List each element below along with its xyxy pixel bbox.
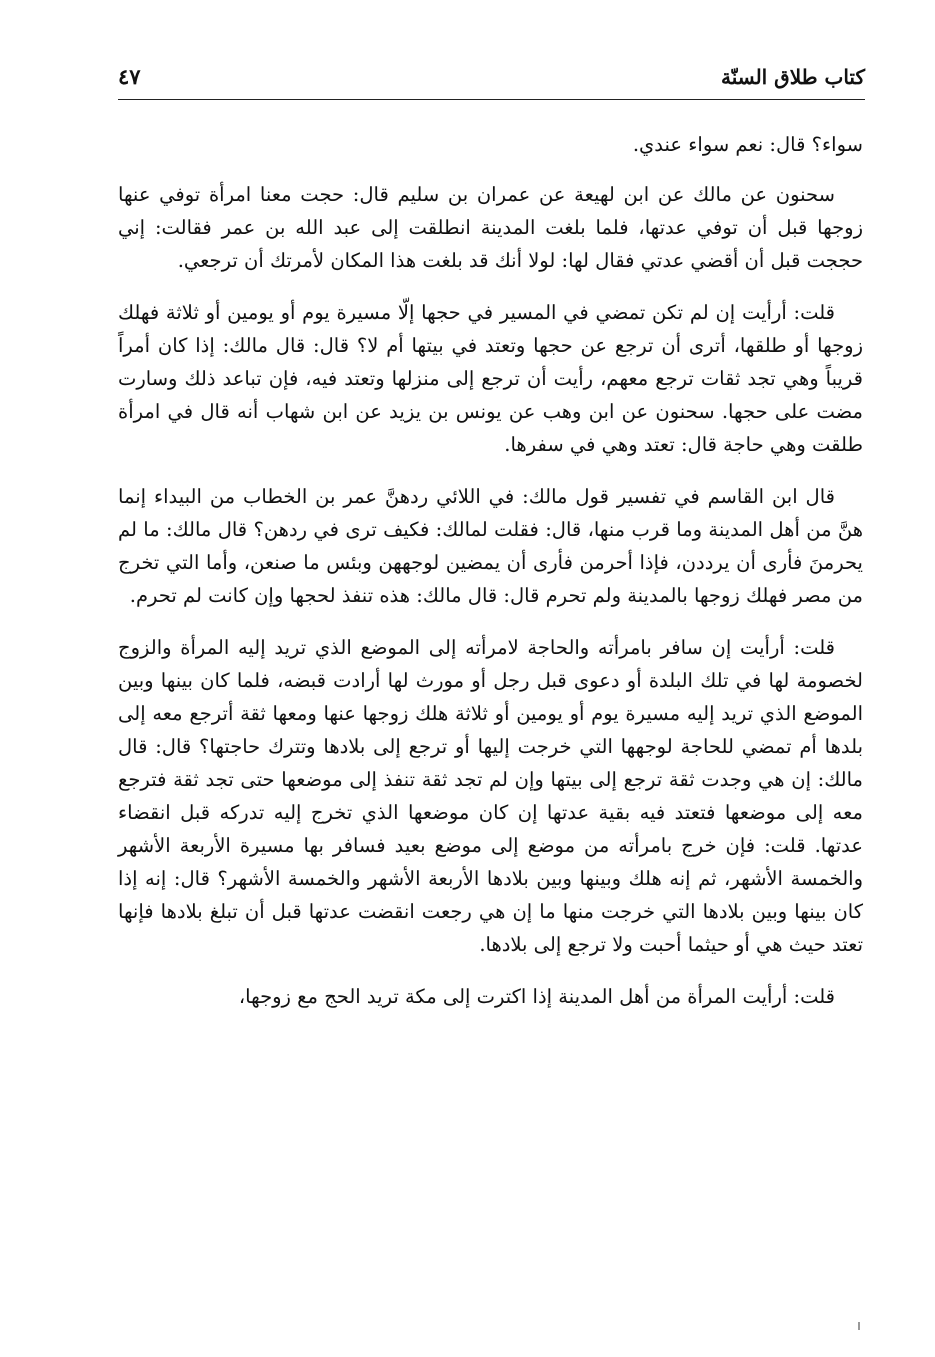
running-title: كتاب طلاق السنّة — [720, 65, 865, 89]
paragraph-1: سواء؟ قال: نعم سواء عندي. — [632, 133, 863, 156]
body-text — [118, 128, 863, 1032]
page-number: ٤٧ — [118, 64, 141, 89]
paragraph-4: قال ابن القاسم في تفسير قول مالك: في اللائي ردهنَّ عمر بن الخطاب من البيداء إنما هنَّ من أهل المدينة وما قرب منها، قال: فقلت لمالك: فكيف ترى في ردهن؟ قال مالك: ما لم يحرمنَ فأرى أن يرددن، فإذا أحرمن فأرى أن يمضين لوجههن وبئس ما صنعن، وأما التي تخرج من مصر فهلك زوجها بالمدينة ولم تحرم قال: قال مالك: هذه تنفذ لحجها وإن كانت لم تحرم. — [118, 485, 863, 607]
page-header — [118, 62, 865, 98]
header-rule — [118, 99, 865, 100]
paragraph-2: سحنون عن مالك عن ابن لهيعة عن عمران بن سليم قال: حجت معنا امرأة توفي عنها زوجها قبل أن توفي عدتها، فلما بلغت المدينة انطلقت إلى عبد الله بن عمر فقالت: إني حججت قبل أن أقضي عدتي فقال لها: لولا أنك قد بلغت هذا المكان لأمرتك أن ترجعي. — [118, 183, 863, 272]
paragraph-5: قلت: أرأيت إن سافر بامرأته والحاجة لامرأته إلى الموضع الذي تريد إليه المرأة والزوج لخصومة لها في تلك البلدة أو دعوى قبل رجل أو مورث لها أرادت قبضه، فلما كان بينها وبين الموضع الذي تريد إليه مسيرة يوم أو يومين أو ثلاثة هلك زوجها عنها ومعها ثقة أترجع معه إلى بلدها أم تمضي للحاجة لوجهها التي خرجت إليها أو ترجع إلى بلادها وتترك حاجتها؟ قال: قال مالك: إن هي وجدت ثقة ترجع إلى بيتها وإن لم تجد ثقة تنفذ إلى موضعها حتى تجد ثقة فترجع معه إلى موضعها فتعتد فيه بقية عدتها إن كان موضعها الذي تخرج إليه تدركه قبل انقضاء عدتها. قلت: فإن خرج بامرأته من موضع إلى موضع بعيد فسافر بها مسيرة الأربعة الأشهر والخمسة الأشهر، ثم إنه هلك وبينها وبين بلادها الأربعة الأشهر والخمسة الأشهر؟ قال: إنه إذا كان بينها وبين بلادها التي خرجت منها ما إن هي رجعت انقضت عدتها قبل أن تبلغ بلادها فإنها تعتد حيث هي أو حيثما أحبت ولا ترجع إلى بلادها. — [118, 636, 863, 956]
paragraph-6: قلت: أرأيت المرأة من أهل المدينة إذا اكترت إلى مكة تريد الحج مع زوجها، — [238, 985, 835, 1008]
margin-mark — [858, 1322, 860, 1330]
paragraph-3: قلت: أرأيت إن لم تكن تمضي في المسير في حجها إلّا مسيرة يوم أو يومين أو ثلاثة فهلك زوجها أو طلقها، أترى أن ترجع عن حجها وتعتد في بيتها أم لا؟ قال: قال مالك: إذا كان أمراً قريباً وهي تجد ثقات ترجع معهم، رأيت أن ترجع إلى منزلها وتعتد فيه، فإن تباعد ذلك وسارت مضت على حجها. سحنون عن ابن وهب عن يونس بن يزيد عن ابن شهاب أنه قال في امرأة طلقت وهي حاجة قال: تعتد وهي في سفرها. — [118, 301, 863, 456]
